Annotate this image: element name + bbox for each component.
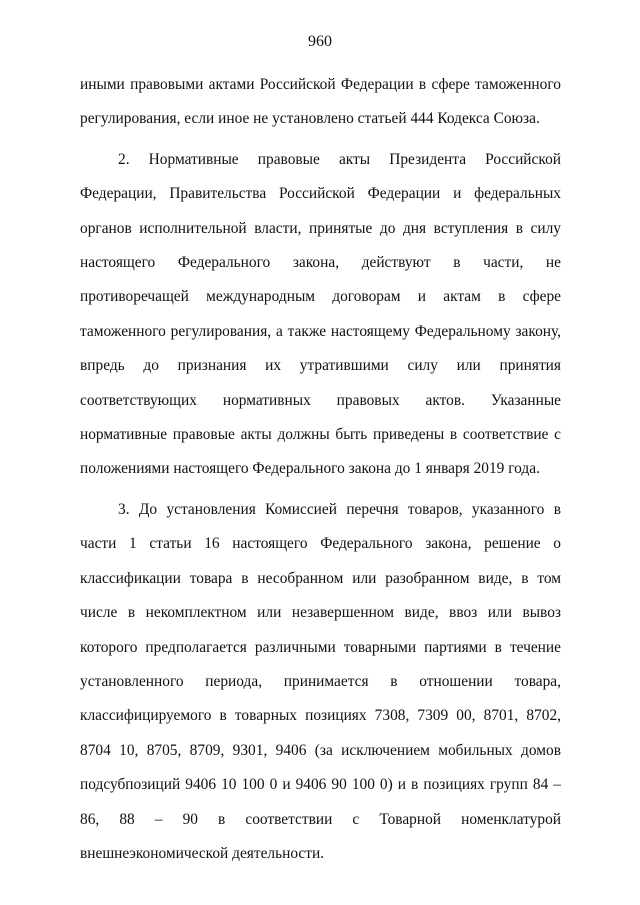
- paragraph-continuation: иными правовыми актами Российской Федерации в сфере таможенного регулирования, если иное не установлено статьей 444 Кодекса Союза.: [80, 76, 561, 128]
- paragraph-3: 3. До установления Комиссией перечня товаров, указанного в части 1 статьи 16 настоящего Федерального закона, решение о классификации товара в несобранном или разобранном виде, в том числе в некомплектном или незавершенном виде, ввоз или вывоз которого предполагается различными товарными партиями в течение установленного периода, принимается в отношении товара, классифицируемого в товарных позициях 7308, 7309 00, 8701, 8702, 8704 10, 8705, 8709, 9301, 9406 (за исключением мобильных домов подсубпозиций 9406 10 100 0 и 9406 90 100 0) и в позициях групп 84 – 86, 88 – 90 в соответствии с Товарной номенклатурой внешнеэкономической деятельности.: [80, 500, 561, 862]
- page-number: 960: [308, 33, 332, 50]
- document-body: [80, 68, 561, 871]
- paragraph-2: 2. Нормативные правовые акты Президента Российской Федерации, Правительства Российской Федерации и федеральных органов исполнительной власти, принятые до дня вступления в силу настоящего Федерального закона, действуют в части, не противоречащей международным договорам и актам в сфере таможенного регулирования, а также настоящему Федеральному закону, впредь до признания их утратившими силу или принятия соответствующих нормативных правовых актов. Указанные нормативные правовые акты должны быть приведены в соответствие с положениями настоящего Федерального закона до 1 января 2019 года.: [80, 150, 561, 478]
